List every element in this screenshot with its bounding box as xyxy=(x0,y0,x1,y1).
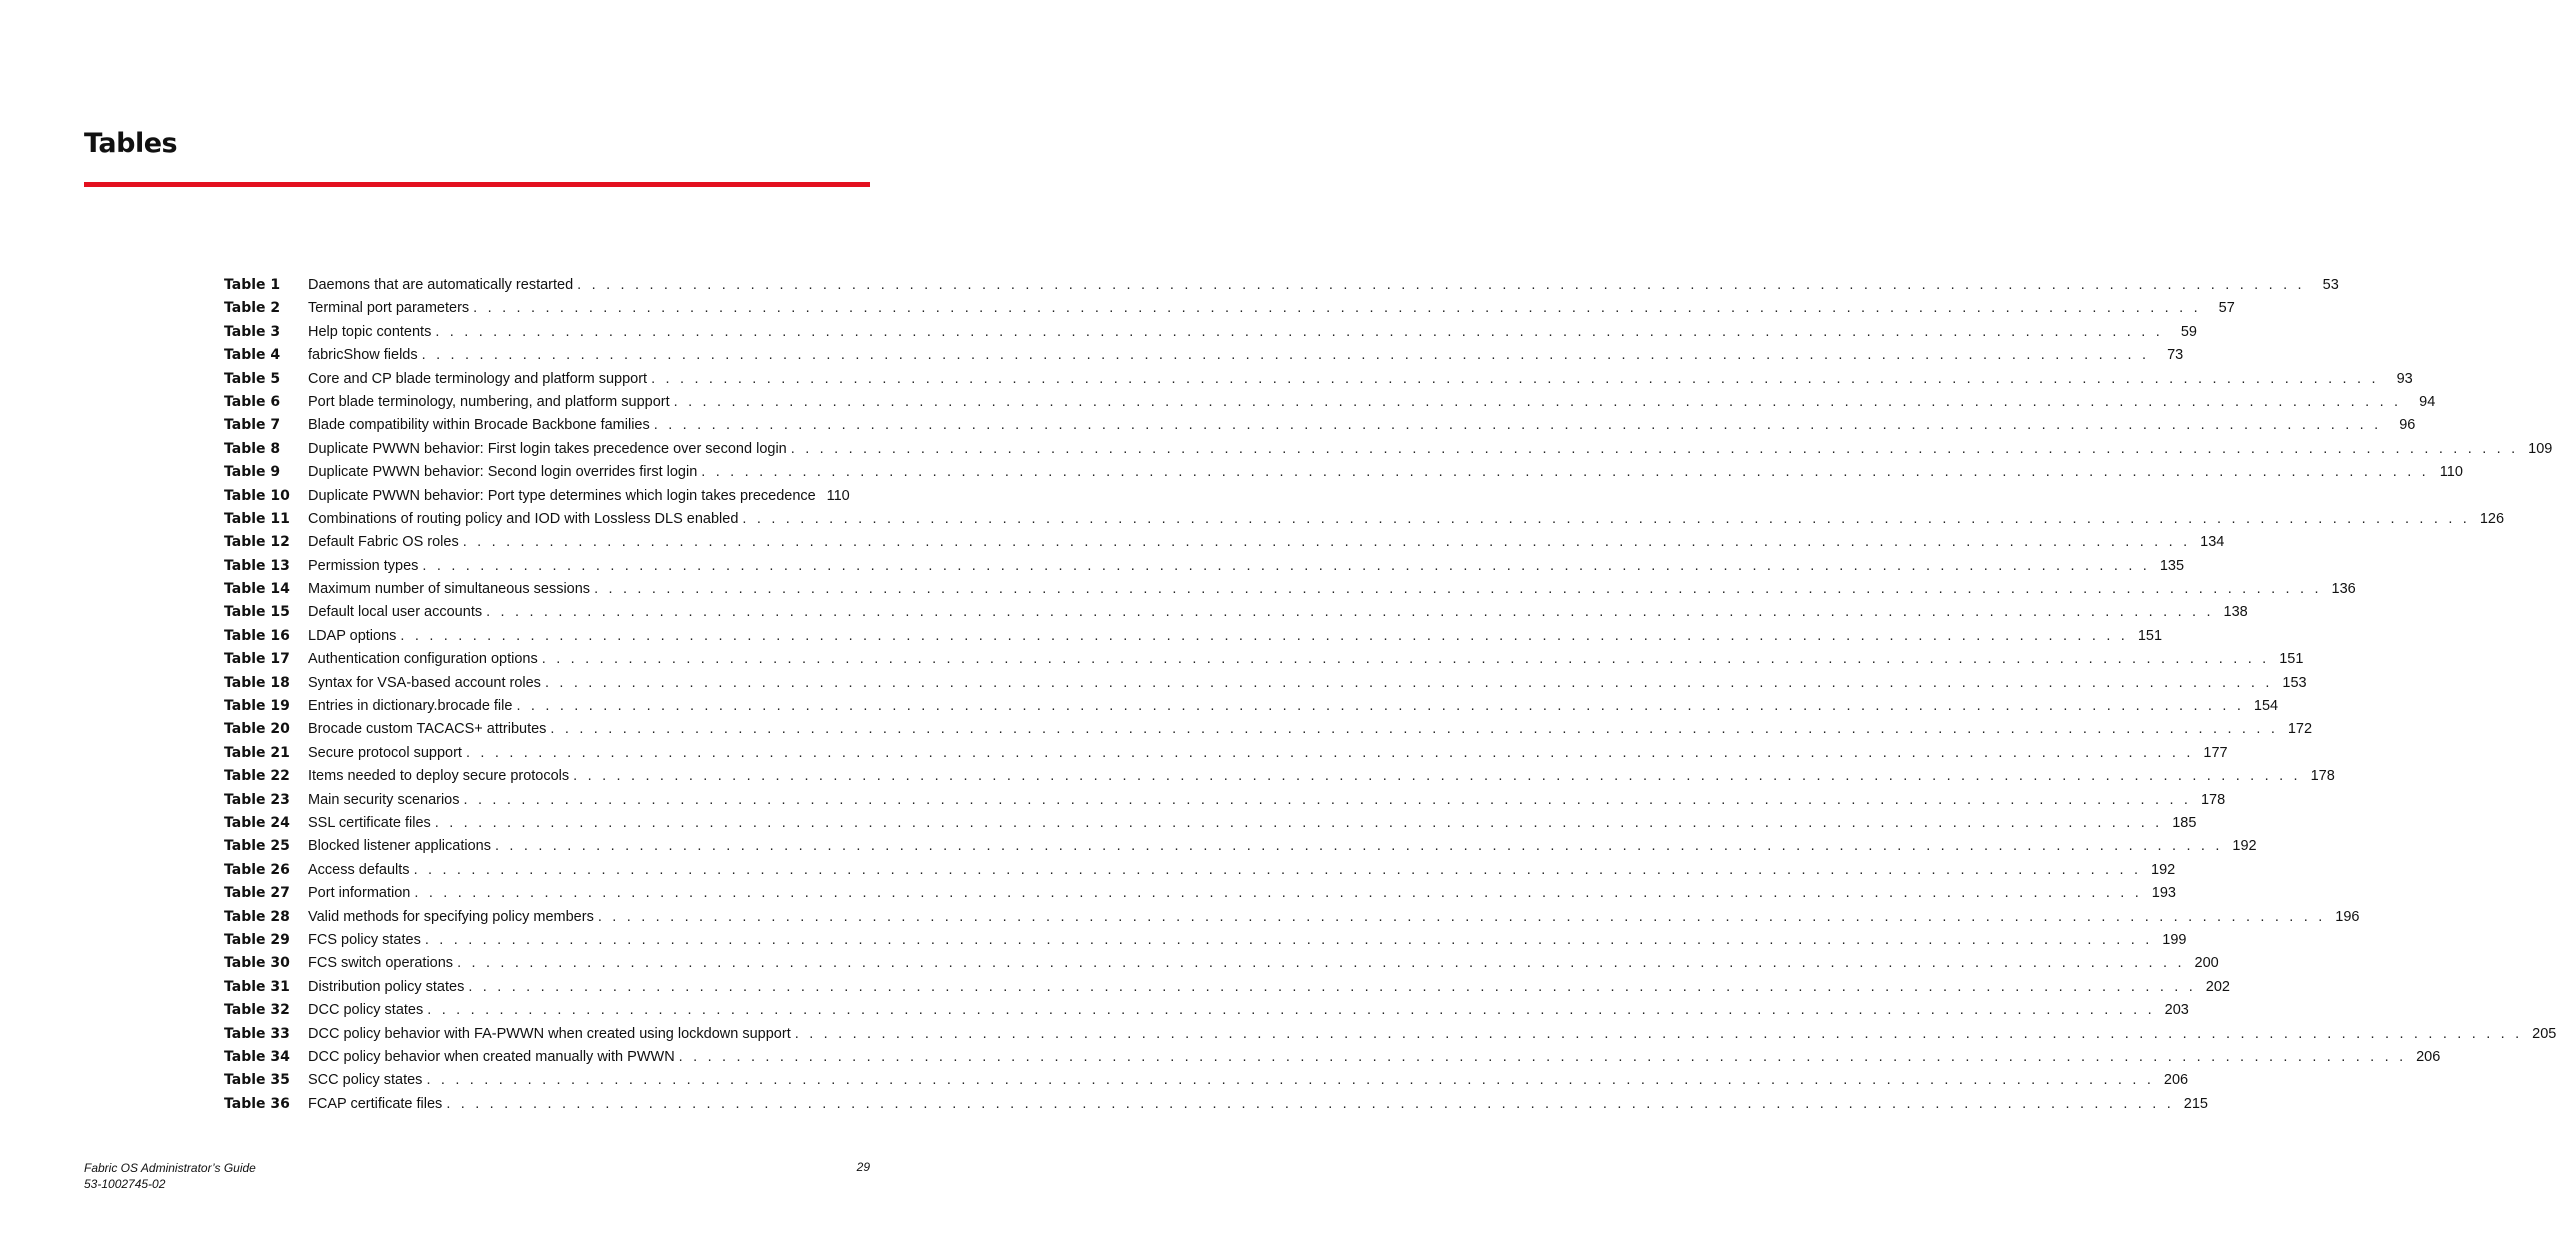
table-list xyxy=(224,274,2556,1116)
list-item[interactable] xyxy=(224,929,2187,952)
entry-line xyxy=(308,672,2307,694)
list-item[interactable] xyxy=(224,555,2185,578)
table-number: Table 1 xyxy=(224,277,281,293)
list-item[interactable] xyxy=(224,531,2225,554)
entry-line xyxy=(308,321,2197,343)
dot-leader: . . . . . . . . . . . . . . . . . . . . . . . . . . . . . . . . . . . . . . . . . . . . . . . . . . . . . . . . . . . . . . . . . . . . . . . . . . . . . . . . . . . . . . . . . . . . . . . . . . . . . . . . . . . . . . . . . . . . . . . . xyxy=(494,838,2223,855)
dot-leader: . . . . . . . . . . . . . . . . . . . . . . . . . . . . . . . . . . . . . . . . . . . . . . . . . . . . . . . . . . . . . . . . . . . . . . . . . . . . . . . . . . . . . . . . . . . . . . . . . . . . . . . . . . . . . . . . . . . . . . . . xyxy=(427,1002,2155,1019)
table-title[interactable]: Blocked listener applications xyxy=(308,838,491,855)
page-number[interactable]: 73 xyxy=(2167,347,2184,364)
table-number: Table 30 xyxy=(224,955,290,972)
entry-line xyxy=(308,648,2303,670)
dot-leader: . . . . . . . . . . . . . . . . . . . . . . . . . . . . . . . . . . . . . . . . . . . . . . . . . . . . . . . . . . . . . . . . . . . . . . . . . . . . . . . . . . . . . . . . . . . . . . . . . . . . . . . . . . . . . . . . . . . . . . . . xyxy=(434,814,2163,831)
list-item[interactable] xyxy=(224,672,2307,695)
table-title[interactable]: LDAP options xyxy=(308,627,397,644)
list-item[interactable] xyxy=(224,601,2248,624)
table-title[interactable]: Default Fabric OS roles xyxy=(308,534,459,551)
list-item[interactable] xyxy=(224,906,2360,929)
table-number: Table 5 xyxy=(224,370,281,387)
entry-line xyxy=(308,1093,2208,1115)
dot-leader: . . . . . . . . . . . . . . . . . . . . . . . . . . . . . . . . . . . . . . . . . . . . . . . . . . . . . . . . . . . . . . . . . . . . . . . . . . . . . . . . . . . . . . . . . . . . . . . . . . . . . . . . . . . . . . . . . . . . . . . . xyxy=(426,1072,2155,1089)
table-title[interactable]: Permission types xyxy=(308,557,419,574)
table-title[interactable]: FCAP certificate files xyxy=(308,1095,443,1112)
list-item[interactable] xyxy=(224,789,2226,812)
dot-leader: . . . . . . . . . . . . . . . . . . . . . . . . . . . . . . . . . . . . . . . . . . . . . . . . . . . . . . . . . . . . . . . . . . . . . . . . . . . . . . . . . . . . . . . . . . . . . . . . . . . . . . . . . . . . . . . . . . . . . . . . xyxy=(424,931,2153,948)
page-number[interactable]: 196 xyxy=(2335,908,2360,925)
dot-leader: . . . . . . . . . . . . . . . . . . . . . . . . . . . . . . . . . . . . . . . . . . . . . . . . . . . . . . . . . . . . . . . . . . . . . . . . . . . . . . . . . . . . . . . . . . . . . . . . . . . . . . . . . . . . . . . . . . . . . . . . xyxy=(516,698,2245,715)
table-number: Table 7 xyxy=(224,417,281,434)
footer-doc-number: 53-1002745-02 xyxy=(84,1177,166,1191)
dot-leader: . . . . . . . . . . . . . . . . . . . . . . . . . . . . . . . . . . . . . . . . . . . . . . . . . . . . . . . . . . . . . . . . . . . . . . . . . . . . . . . . . . . . . . . . . . . . . . . . . . . . . . . . . . . . . . . . . . . . . . . . xyxy=(541,651,2270,668)
list-item[interactable] xyxy=(224,1093,2208,1116)
dot-leader: . . . . . . . . . . . . . . . . . . . . . . . . . . . . . . . . . . . . . . . . . . . . . . . . . . . . . . . . . . . . . . . . . . . . . . . . . . . . . . . . . . . . . . . . . . . . . . . . . . . . . . . . . . . . . . . . . . . . . . . . xyxy=(742,510,2471,527)
table-title[interactable]: Default local user accounts xyxy=(308,604,483,621)
entry-line xyxy=(308,789,2225,811)
page-number[interactable]: 178 xyxy=(2200,791,2226,808)
page-number[interactable]: 151 xyxy=(2279,651,2304,668)
dot-leader: . . . . . . . . . . . . . . . . . . . . . . . . . . . . . . . . . . . . . . . . . . . . . . . . . . . . . . . . . . . . . . . . . . . . . . . . . . . . . . . . . . . . . . . . . . . . . . . . . . . . . . . . . . . . . . . . . . . . . . . . xyxy=(465,744,2194,761)
table-number: Table 18 xyxy=(224,674,290,691)
table-title[interactable]: fabricShow fields xyxy=(308,347,418,364)
page-number[interactable]: 151 xyxy=(2137,627,2163,644)
table-number: Table 19 xyxy=(224,698,290,715)
page-number[interactable]: 205 xyxy=(2532,1025,2556,1042)
dot-leader: . . . . . . . . . . . . . . . . . . . . . . . . . . . . . . . . . . . . . . . . . . . . . . . . . . . . . . . . . . . . . . . . . . . . . . . . . . . . . . . . . . . . . . . . . . . . . . . . . . . . . . . . . . . . . . . . . . . . . . . . xyxy=(544,674,2273,691)
table-number: Table 2 xyxy=(224,300,281,317)
table-title[interactable]: Core and CP blade terminology and platform support xyxy=(308,370,648,387)
list-item[interactable] xyxy=(224,859,2176,882)
list-item[interactable] xyxy=(224,1023,2556,1046)
list-item[interactable] xyxy=(224,625,2163,648)
table-title[interactable]: Daemons that are automatically restarted xyxy=(308,277,574,293)
table-title[interactable]: Duplicate PWWN behavior: Port type determines which login takes precedence xyxy=(308,487,816,504)
entry-line xyxy=(308,812,2196,834)
page-number[interactable]: 94 xyxy=(2419,393,2436,410)
list-item[interactable] xyxy=(224,1069,2189,1092)
entry-line xyxy=(308,438,2552,460)
page-number[interactable]: 93 xyxy=(2396,370,2413,387)
table-number: Table 22 xyxy=(224,768,290,785)
table-number: Table 8 xyxy=(224,440,281,457)
entry-line xyxy=(308,461,2463,483)
entry-line xyxy=(308,835,2257,857)
table-title[interactable]: Access defaults xyxy=(308,861,410,878)
page-number[interactable]: 136 xyxy=(2331,581,2356,598)
dot-leader: . . . . . . . . . . . . . . . . . . . . . . . . . . . . . . . . . . . . . . . . . . . . . . . . . . . . . . . . . . . . . . . . . . . . . . . . . . . . . . . . . . . . . . . . . . . . . . . . . . . . . . . . . . . . . . . . . . . . . . . . xyxy=(435,323,2163,340)
page-number[interactable]: 109 xyxy=(2528,440,2553,457)
table-number: Table 35 xyxy=(224,1072,290,1089)
table-number: Table 28 xyxy=(224,908,290,925)
list-item[interactable] xyxy=(224,976,2230,999)
table-title[interactable]: Blade compatibility within Brocade Backbone families xyxy=(308,417,650,434)
page-number[interactable]: 193 xyxy=(2151,885,2176,902)
table-title[interactable]: Brocade custom TACACS+ attributes xyxy=(308,721,547,738)
list-item[interactable] xyxy=(224,461,2463,484)
entry-line xyxy=(308,368,2413,390)
table-title[interactable]: Help topic contents xyxy=(308,323,432,340)
list-item[interactable] xyxy=(224,812,2197,835)
table-number: Table 17 xyxy=(224,651,290,668)
entry-line xyxy=(308,952,2219,974)
table-number: Table 15 xyxy=(224,604,290,621)
page-number[interactable]: 206 xyxy=(2416,1048,2441,1065)
table-number: Table 9 xyxy=(224,464,281,481)
table-title[interactable]: SSL certificate files xyxy=(308,814,431,831)
page-number[interactable]: 53 xyxy=(2322,277,2339,293)
table-number: Table 32 xyxy=(224,1002,290,1019)
table-number: Table 34 xyxy=(224,1048,290,1065)
table-title[interactable]: DCC policy states xyxy=(308,1002,424,1019)
table-number: Table 36 xyxy=(224,1095,290,1112)
table-title[interactable]: Main security scenarios xyxy=(308,791,460,808)
table-title[interactable]: Valid methods for specifying policy members xyxy=(308,908,594,925)
dot-leader: . . . . . . . . . . . . . . . . . . . . . . . . . . . . . . . . . . . . . . . . . . . . . . . . . . . . . . . . . . . . . . . . . . . . . . . . . . . . . . . . . . . . . . . . . . . . . . . . . . . . . . . . . . . . . . . . . . . . . . . . xyxy=(457,955,2185,972)
table-number: Table 26 xyxy=(224,861,290,878)
table-number: Table 27 xyxy=(224,885,290,902)
table-title[interactable]: Entries in dictionary.brocade file xyxy=(308,698,513,715)
table-title[interactable]: Secure protocol support xyxy=(308,744,462,761)
page-number[interactable]: 206 xyxy=(2163,1072,2189,1089)
table-number: Table 12 xyxy=(224,534,290,551)
table-number: Table 6 xyxy=(224,393,281,410)
list-item[interactable] xyxy=(224,765,2335,788)
dot-leader: . . . . . . . . . . . . . . . . . . . . . . . . . . . . . . . . . . . . . . . . . . . . . . . . . . . . . . . . . . . . . . . . . . . . . . . . . . . . . . . . . . . . . . . . . . . . . . . . . . . . . . . . . . . . . . . . . . . . . . . . xyxy=(473,300,2201,317)
dot-leader: . . . . . . . . . . . . . . . . . . . . . . . . . . . . . . . . . . . . . . . . . . . . . . . . . . . . . . . . . . . . . . . . . . . . . . . . . . . . . . . . . . . . . . . . . . . . . . . . . . . . . . . . . . . . . . . . . . . . . . . . xyxy=(597,908,2326,925)
dot-leader: . . . . . . . . . . . . . . . . . . . . . . . . . . . . . . . . . . . . . . . . . . . . . . . . . . . . . . . . . . . . . . . . . . . . . . . . . . . . . . . . . . . . . . . . . . . . . . . . . . . . . . . . . . . . . . . . . . . . . . . . xyxy=(594,581,2322,598)
page-number[interactable]: 202 xyxy=(2205,978,2230,995)
table-number: Table 16 xyxy=(224,627,290,644)
page-number[interactable]: 135 xyxy=(2159,557,2185,574)
entry-line xyxy=(308,601,2248,623)
page-number[interactable]: 192 xyxy=(2232,838,2257,855)
list-item[interactable] xyxy=(224,344,2184,367)
dot-leader: . . . . . . . . . . . . . . . . . . . . . . . . . . . . . . . . . . . . . . . . . . . . . . . . . . . . . . . . . . . . . . . . . . . . . . . . . . . . . . . . . . . . . . . . . . . . . . . . . . . . . . . . . . . . . . . . . . . . . . . . xyxy=(790,440,2519,457)
entry-line xyxy=(308,695,2278,717)
entry-line xyxy=(308,625,2162,647)
dot-leader: . . . . . . . . . . . . . . . . . . . . . . . . . . . . . . . . . . . . . . . . . . . . . . . . . . . . . . . . . . . . . . . . . . . . . . . . . . . . . . . . . . . . . . . . . . . . . . . . . . . . . . . . . . . . . . . . . . . . . . . . xyxy=(463,791,2192,808)
table-title[interactable]: Port blade terminology, numbering, and platform support xyxy=(308,393,670,410)
table-number: Table 11 xyxy=(224,510,290,527)
entry-line xyxy=(308,859,2175,881)
page-number[interactable]: 110 xyxy=(2439,464,2463,481)
table-title[interactable]: FCS policy states xyxy=(308,931,421,948)
entry-line xyxy=(308,765,2335,787)
footer-page-number: 29 xyxy=(856,1160,870,1174)
table-title[interactable]: DCC policy behavior when created manually with PWWN xyxy=(308,1048,675,1065)
table-number: Table 4 xyxy=(224,347,281,364)
dot-leader: . . . . . . . . . . . . . . . . . . . . . . . . . . . . . . . . . . . . . . . . . . . . . . . . . . . . . . . . . . . . . . . . . . . . . . . . . . . . . . . . . . . . . . . . . . . . . . . . . . . . . . . . . . . . . . . . . . . . . . . . xyxy=(550,721,2279,738)
page-number[interactable]: 200 xyxy=(2194,955,2219,972)
entry-line xyxy=(308,882,2176,904)
entry-line xyxy=(308,508,2504,530)
page-number[interactable]: 172 xyxy=(2287,721,2313,738)
list-item[interactable] xyxy=(224,485,858,508)
page-number[interactable]: 96 xyxy=(2399,417,2416,434)
page-number[interactable]: 134 xyxy=(2200,534,2225,551)
table-title[interactable]: SCC policy states xyxy=(308,1072,423,1089)
list-item[interactable] xyxy=(224,999,2189,1022)
dot-leader: . . . . . . . . . . . . . . . . . . . . . . . . . . . . . . . . . . . . . . . . . . . . . . . . . . . . . . . . . . . . . . . . . . . . . . . . . . . . . . . . . . . . . . . . . . . . . . . . . . . . . . . . . . . . . . . . . . . . . . . . xyxy=(421,347,2150,364)
table-title[interactable]: Items needed to deploy secure protocols xyxy=(308,768,570,785)
entry-line xyxy=(308,1046,2440,1068)
entry-line xyxy=(308,485,858,507)
footer-left xyxy=(84,1160,256,1192)
list-item[interactable] xyxy=(224,718,2313,741)
table-number: Table 10 xyxy=(224,487,290,504)
dot-leader: . . . . . . . . . . . . . . . . . . . . . . . . . . . . . . . . . . . . . . . . . . . . . . . . . . . . . . . . . . . . . . . . . . . . . . . . . . . . . . . . . . . . . . . . . . . . . . . . . . . . . . . . . . . . . . . . . . . . . . . . xyxy=(400,627,2129,644)
dot-leader: . . . . . . . . . . . . . . . . . . . . . . . . . . . . . . . . . . . . . . . . . . . . . . . . . . . . . . . . . . . . . . . . . . . . . . . . . . . . . . . . . . . . . . . . . . . . . . . . . . . . . . . . . . . . . . . . . . . . . . . . xyxy=(653,417,2382,434)
table-number: Table 20 xyxy=(224,721,290,738)
dot-leader: . . . . . . . . . . . . . . . . . . . . . . . . . . . . . . . . . . . . . . . . . . . . . . . . . . . . . . . . . . . . . . . . . . . . . . . . . . . . . . . . . . . . . . . . . . . . . . . . . . . . . . . . . . . . . . . . . . . . . . . . xyxy=(413,861,2142,878)
entry-line xyxy=(308,999,2189,1021)
page-number[interactable]: 153 xyxy=(2282,674,2307,691)
dot-leader: . . . . . . . . . . . . . . . . . . . . . . . . . . . . . . . . . . . . . . . . . . . . . . . . . . . . . . . . . . . . . . . . . . . . . . . . . . . . . . . . . . . . . . . . . . . . . . . . . . . . . . . . . . . . . . . . . . . . . . . . xyxy=(673,393,2402,410)
page-number[interactable]: 192 xyxy=(2151,861,2176,878)
page-number[interactable]: 177 xyxy=(2203,744,2228,761)
page-number[interactable]: 185 xyxy=(2172,814,2197,831)
table-number: Table 24 xyxy=(224,814,290,831)
entry-line xyxy=(308,906,2359,928)
table-title[interactable]: Authentication configuration options xyxy=(308,651,538,668)
table-number: Table 21 xyxy=(224,744,290,761)
dot-leader: . . . . . . . . . . . . . . . . . . . . . . . . . . . . . . . . . . . . . . . . . . . . . . . . . . . . . . . . . . . . . . . . . . . . . . . . . . . . . . . . . . . . . . . . . . . . . . . . . . . . . . . . . . . . . . . . . . . . . . . . xyxy=(414,885,2142,902)
table-title[interactable]: Duplicate PWWN behavior: Second login overrides first login xyxy=(308,464,698,481)
entry-line xyxy=(308,531,2224,553)
table-number: Table 29 xyxy=(224,931,290,948)
list-item[interactable] xyxy=(224,414,2416,437)
list-item[interactable] xyxy=(224,952,2219,975)
list-item[interactable] xyxy=(224,695,2279,718)
list-item[interactable] xyxy=(224,578,2356,601)
page-number[interactable]: 215 xyxy=(2183,1095,2208,1112)
table-title[interactable]: FCS switch operations xyxy=(308,955,454,972)
page-number[interactable]: 59 xyxy=(2180,323,2197,340)
page-number[interactable]: 110 xyxy=(826,487,850,504)
dot-leader: . . . . . . . . . . . . . . . . . . . . . . . . . . . . . . . . . . . . . . . . . . . . . . . . . . . . . . . . . . . . . . . . . . . . . . . . . . . . . . . . . . . . . . . . . . . . . . . . . . . . . . . . . . . . . . . . . . . . . . . . xyxy=(651,370,2379,387)
dot-leader: . . . . . . . . . . . . . . . . . . . . . . . . . . . . . . . . . . . . . . . . . . . . . . . . . . . . . . . . . . . . . . . . . . . . . . . . . . . . . . . . . . . . . . . . . . . . . . . . . . . . . . . . . . . . . . . . . . . . . . . . xyxy=(446,1095,2174,1112)
dot-leader: . . . . . . . . . . . . . . . . . . . . . . . . . . . . . . . . . . . . . . . . . . . . . . . . . . . . . . . . . . . . . . . . . . . . . . . . . . . . . . . . . . . . . . . . . . . . . . . . . . . . . . . . . . . . . . . . . . . . . . . . xyxy=(577,277,2305,293)
page-title: Tables xyxy=(84,128,178,159)
list-item[interactable] xyxy=(224,508,2505,531)
table-number: Table 33 xyxy=(224,1025,290,1042)
page-number[interactable]: 199 xyxy=(2162,931,2187,948)
dot-leader: . . . . . . . . . . . . . . . . . . . . . . . . . . . . . . . . . . . . . . . . . . . . . . . . . . . . . . . . . . . . . . . . . . . . . . . . . . . . . . . . . . . . . . . . . . . . . . . . . . . . . . . . . . . . . . . . . . . . . . . . xyxy=(468,978,2196,995)
list-item[interactable] xyxy=(224,391,2436,414)
entry-line xyxy=(308,1069,2188,1091)
entry-line xyxy=(308,742,2228,764)
entry-line xyxy=(308,274,2339,296)
table-title[interactable]: DCC policy behavior with FA-PWWN when created using lockdown support xyxy=(308,1025,791,1042)
page-number[interactable]: 154 xyxy=(2253,698,2279,715)
table-title[interactable]: Terminal port parameters xyxy=(308,300,470,317)
entry-line xyxy=(308,1023,2556,1045)
table-title[interactable]: Syntax for VSA-based account roles xyxy=(308,674,541,691)
list-item[interactable] xyxy=(224,368,2413,391)
entry-line xyxy=(308,718,2312,740)
list-item[interactable] xyxy=(224,835,2257,858)
title-rule xyxy=(84,182,870,187)
page-number[interactable]: 203 xyxy=(2164,1002,2189,1019)
dot-leader: . . . . . . . . . . . . . . . . . . . . . . . . . . . . . . . . . . . . . . . . . . . . . . . . . . . . . . . . . . . . . . . . . . . . . . . . . . . . . . . . . . . . . . . . . . . . . . . . . . . . . . . . . . . . . . . . . . . . . . . . xyxy=(486,604,2214,621)
table-title[interactable]: Duplicate PWWN behavior: First login takes precedence over second login xyxy=(308,440,787,457)
list-item[interactable] xyxy=(224,274,2339,297)
dot-leader: . . . . . . . . . . . . . . . . . . . . . . . . . . . . . . . . . . . . . . . . . . . . . . . . . . . . . . . . . . . . . . . . . . . . . . . . . . . . . . . . . . . . . . . . . . . . . . . . . . . . . . . . . . . . . . . . . . . . . . . . xyxy=(794,1025,2523,1042)
dot-leader: . . . . . . . . . . . . . . . . . . . . . . . . . . . . . . . . . . . . . . . . . . . . . . . . . . . . . . . . . . . . . . . . . . . . . . . . . . . . . . . . . . . . . . . . . . . . . . . . . . . . . . . . . . . . . . . . . . . . . . . . xyxy=(462,534,2191,551)
list-item[interactable] xyxy=(224,297,2235,320)
list-item[interactable] xyxy=(224,648,2304,671)
entry-line xyxy=(308,391,2435,413)
entry-line xyxy=(308,414,2415,436)
dot-leader: . . . . . . . . . . . . . . . . . . . . . . . . . . . . . . . . . . . . . . . . . . . . . . . . . . . . . . . . . . . . . . . . . . . . . . . . . . . . . . . . . . . . . . . . . . . . . . . . . . . . . . . . . . . . . . . . . . . . . . . . xyxy=(678,1048,2407,1065)
table-title[interactable]: Distribution policy states xyxy=(308,978,465,995)
table-title[interactable]: Port information xyxy=(308,885,411,902)
table-number: Table 13 xyxy=(224,557,290,574)
table-number: Table 23 xyxy=(224,791,290,808)
table-title[interactable]: Maximum number of simultaneous sessions xyxy=(308,581,591,598)
list-item[interactable] xyxy=(224,438,2553,461)
entry-line xyxy=(308,976,2230,998)
entry-line xyxy=(308,297,2235,319)
page-number[interactable]: 138 xyxy=(2223,604,2248,621)
list-item[interactable] xyxy=(224,742,2228,765)
dot-leader: . . . . . . . . . . . . . . . . . . . . . . . . . . . . . . . . . . . . . . . . . . . . . . . . . . . . . . . . . . . . . . . . . . . . . . . . . . . . . . . . . . . . . . . . . . . . . . . . . . . . . . . . . . . . . . . . . . . . . . . . xyxy=(422,557,2151,574)
table-number: Table 31 xyxy=(224,978,290,995)
table-number: Table 14 xyxy=(224,581,290,598)
entry-line xyxy=(308,929,2186,951)
page-number[interactable]: 57 xyxy=(2218,300,2235,317)
entry-line xyxy=(308,555,2184,577)
table-number: Table 25 xyxy=(224,838,290,855)
table-title[interactable]: Combinations of routing policy and IOD with Lossless DLS enabled xyxy=(308,510,739,527)
page-number[interactable]: 178 xyxy=(2310,768,2335,785)
dot-leader: . . . . . . . . . . . . . . . . . . . . . . . . . . . . . . . . . . . . . . . . . . . . . . . . . . . . . . . . . . . . . . . . . . . . . . . . . . . . . . . . . . . . . . . . . . . . . . . . . . . . . . . . . . . . . . . . . . . . . . . . xyxy=(701,464,2429,481)
entry-line xyxy=(308,344,2183,366)
table-number: Table 3 xyxy=(224,323,281,340)
entry-line xyxy=(308,578,2356,600)
dot-leader: . . . . . . . . . . . . . . . . . . . . . . . . . . . . . . . . . . . . . . . . . . . . . . . . . . . . . . . . . . . . . . . . . . . . . . . . . . . . . . . . . . . . . . . . . . . . . . . . . . . . . . . . . . . . . . . . . . . . . . . . xyxy=(573,768,2301,785)
footer-guide-title: Fabric OS Administrator’s Guide xyxy=(84,1161,256,1175)
list-item[interactable] xyxy=(224,1046,2441,1069)
list-item[interactable] xyxy=(224,321,2197,344)
list-item[interactable] xyxy=(224,882,2176,905)
page-number[interactable]: 126 xyxy=(2479,510,2505,527)
